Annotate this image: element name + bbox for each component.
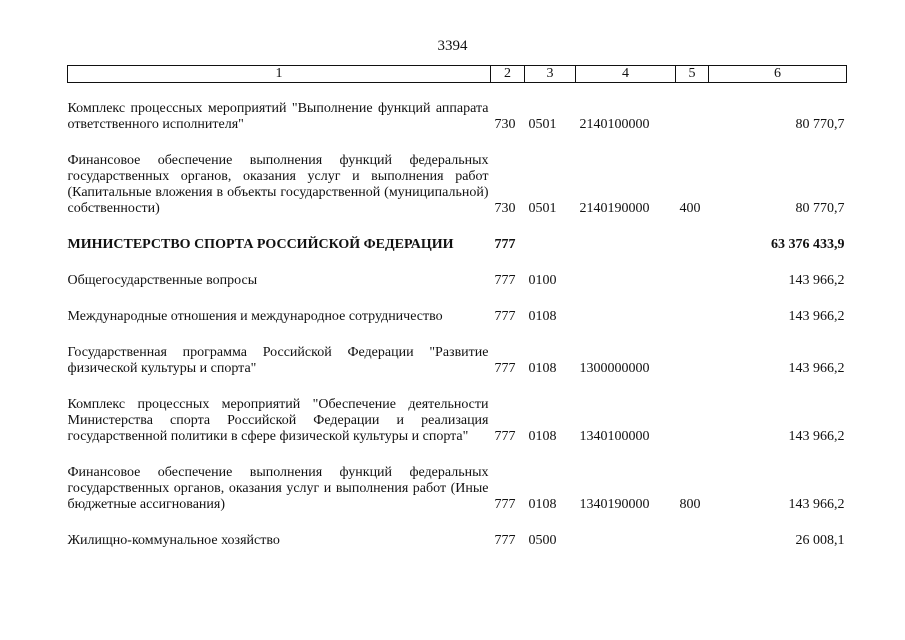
row-section-code: 0108 bbox=[528, 429, 557, 444]
row-expense-code bbox=[676, 397, 709, 447]
row-amount: 143 966,2 bbox=[788, 429, 845, 444]
row-spacer-cell bbox=[68, 291, 847, 309]
row-name: Международные отношения и международное сотрудничество bbox=[67, 309, 443, 324]
row-spacer bbox=[68, 327, 847, 345]
row-amount: 143 966,2 bbox=[788, 497, 845, 512]
row-expense-code bbox=[676, 533, 709, 551]
table-row bbox=[68, 533, 847, 551]
row-name: Комплекс процессных мероприятий "Выполнение функций аппарата ответственного исполнителя" bbox=[67, 101, 489, 132]
table-row bbox=[68, 397, 847, 447]
row-spacer-cell bbox=[68, 327, 847, 345]
row-target-code bbox=[576, 237, 676, 255]
page-number: 3394 bbox=[437, 38, 468, 54]
column-header-6: 6 bbox=[709, 66, 847, 83]
row-ministry-code: 730 bbox=[494, 117, 516, 132]
row-name: Жилищно-коммунальное хозяйство bbox=[67, 533, 280, 548]
column-header-3: 3 bbox=[525, 66, 576, 83]
row-expense-code bbox=[676, 273, 709, 291]
table-row bbox=[68, 309, 847, 327]
row-spacer bbox=[68, 135, 847, 153]
row-spacer bbox=[68, 83, 847, 102]
row-ministry-code: 777 bbox=[494, 273, 516, 288]
row-ministry-code: 730 bbox=[494, 201, 516, 216]
row-section-code: 0100 bbox=[528, 273, 557, 288]
row-section-code: 0108 bbox=[528, 497, 557, 512]
row-spacer-cell bbox=[68, 135, 847, 153]
row-section-code: 0500 bbox=[528, 533, 557, 548]
row-spacer bbox=[68, 291, 847, 309]
row-spacer bbox=[68, 447, 847, 465]
row-name: МИНИСТЕРСТВО СПОРТА РОССИЙСКОЙ ФЕДЕРАЦИИ bbox=[67, 237, 454, 252]
row-expense-code: 400 bbox=[679, 201, 701, 216]
row-section-code: 0501 bbox=[528, 117, 557, 132]
row-target-code bbox=[576, 309, 676, 327]
column-header-1: 1 bbox=[68, 66, 491, 83]
row-spacer bbox=[68, 515, 847, 533]
row-name: Общегосударственные вопросы bbox=[67, 273, 258, 288]
row-amount: 143 966,2 bbox=[788, 309, 845, 324]
row-target-code: 2140100000 bbox=[579, 117, 650, 132]
table-row bbox=[68, 465, 847, 515]
row-ministry-code: 777 bbox=[494, 497, 516, 512]
row-spacer bbox=[68, 219, 847, 237]
row-expense-code: 800 bbox=[679, 497, 701, 512]
table-row bbox=[68, 273, 847, 291]
row-amount: 26 008,1 bbox=[795, 533, 845, 548]
row-name: Государственная программа Российской Федерации "Развитие физической культуры и спорта" bbox=[67, 345, 489, 376]
row-amount: 63 376 433,9 bbox=[771, 237, 845, 252]
table-row bbox=[68, 345, 847, 379]
row-target-code bbox=[576, 533, 676, 551]
row-spacer bbox=[68, 255, 847, 273]
row-target-code: 1300000000 bbox=[579, 361, 650, 376]
row-expense-code bbox=[676, 345, 709, 379]
row-spacer-cell bbox=[68, 219, 847, 237]
row-expense-code bbox=[676, 309, 709, 327]
row-spacer-cell bbox=[68, 447, 847, 465]
row-expense-code bbox=[676, 101, 709, 135]
row-amount: 80 770,7 bbox=[795, 117, 845, 132]
row-spacer-cell bbox=[68, 255, 847, 273]
row-section-code bbox=[525, 237, 576, 255]
row-name: Комплекс процессных мероприятий "Обеспечение деятельности Министерства спорта Российской Федерации и реализация государственной политики в сфере физической культуры и спорта" bbox=[67, 397, 489, 444]
row-spacer-cell bbox=[68, 515, 847, 533]
column-header-5: 5 bbox=[676, 66, 709, 83]
table-row bbox=[68, 153, 847, 219]
row-name: Финансовое обеспечение выполнения функций федеральных государственных органов, оказания услуг и выполнения работ (Иные бюджетные ассигнования) bbox=[67, 465, 489, 512]
row-spacer-cell bbox=[68, 83, 847, 102]
row-ministry-code: 777 bbox=[494, 361, 516, 376]
row-name: Финансовое обеспечение выполнения функций федеральных государственных органов, оказания услуг и выполнения работ (Капитальные вложения в объекты государственной (муниципальной) собственности) bbox=[67, 153, 489, 216]
column-header-4: 4 bbox=[576, 66, 676, 83]
table-row bbox=[68, 237, 847, 255]
row-spacer bbox=[68, 379, 847, 397]
table-row bbox=[68, 101, 847, 135]
row-target-code bbox=[576, 273, 676, 291]
row-ministry-code: 777 bbox=[494, 237, 516, 252]
row-ministry-code: 777 bbox=[494, 429, 516, 444]
row-amount: 143 966,2 bbox=[788, 361, 845, 376]
row-ministry-code: 777 bbox=[494, 309, 516, 324]
budget-table bbox=[67, 65, 847, 551]
row-amount: 143 966,2 bbox=[788, 273, 845, 288]
row-ministry-code: 777 bbox=[494, 533, 516, 548]
row-target-code: 2140190000 bbox=[579, 201, 650, 216]
row-section-code: 0108 bbox=[528, 309, 557, 324]
row-spacer-cell bbox=[68, 379, 847, 397]
column-header-2: 2 bbox=[491, 66, 525, 83]
table-header-row bbox=[68, 66, 847, 83]
row-target-code: 1340190000 bbox=[579, 497, 650, 512]
row-expense-code bbox=[676, 237, 709, 255]
row-amount: 80 770,7 bbox=[795, 201, 845, 216]
table-body bbox=[68, 83, 847, 552]
row-target-code: 1340100000 bbox=[579, 429, 650, 444]
row-section-code: 0108 bbox=[528, 361, 557, 376]
row-section-code: 0501 bbox=[528, 201, 557, 216]
